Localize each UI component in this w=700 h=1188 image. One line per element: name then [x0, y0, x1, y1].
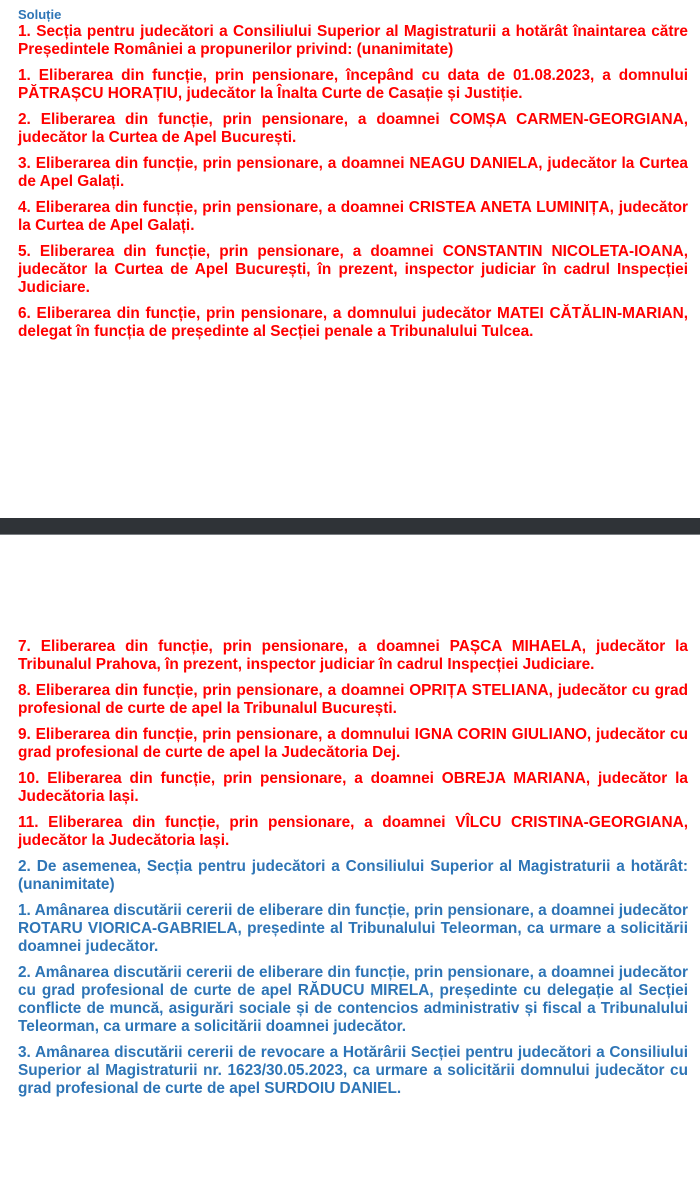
- proposal-item: 8. Eliberarea din funcție, prin pensionare, a doamnei OPRIȚA STELIANA, judecător cu grad profesional de curte de apel la Tribunalul București.: [18, 682, 688, 717]
- part2-intro: 2. De asemenea, Secția pentru judecători a Consiliului Superior al Magistraturii a hotărât: (unanimitate): [18, 858, 688, 893]
- proposal-item: 9. Eliberarea din funcție, prin pensionare, a domnului IGNA CORIN GIULIANO, judecător cu grad profesional de curte de apel la Judecătoria Dej.: [18, 726, 688, 761]
- section-heading: Soluție: [18, 7, 62, 22]
- page-separator: [0, 518, 700, 534]
- part1-intro: 1. Secția pentru judecători a Consiliului Superior al Magistraturii a hotărât înaintarea către Președintele României a propunerilor privind: (unanimitate): [18, 23, 688, 58]
- proposal-item: 4. Eliberarea din funcție, prin pensionare, a doamnei CRISTEA ANETA LUMINIȚA, judecător la Curtea de Apel Galați.: [18, 199, 688, 234]
- proposal-item: 1. Eliberarea din funcție, prin pensionare, începând cu data de 01.08.2023, a domnului PĂTRAȘCU HORAȚIU, judecător la Înalta Curte de Casație și Justiție.: [18, 67, 688, 102]
- document-page-2: [0, 535, 700, 1188]
- document-page-1: [0, 0, 700, 518]
- page-1-content: [18, 7, 688, 349]
- page-2-content: [18, 638, 688, 1106]
- proposal-item: 3. Eliberarea din funcție, prin pensionare, a doamnei NEAGU DANIELA, judecător la Curtea de Apel Galați.: [18, 155, 688, 190]
- proposal-item: 6. Eliberarea din funcție, prin pensionare, a domnului judecător MATEI CĂTĂLIN-MARIAN, delegat în funcția de președinte al Secției penale a Tribunalului Tulcea.: [18, 305, 688, 340]
- proposal-item: 11. Eliberarea din funcție, prin pensionare, a doamnei VÎLCU CRISTINA-GEORGIANA, judecător la Judecătoria Iași.: [18, 814, 688, 849]
- proposal-item: 5. Eliberarea din funcție, prin pensionare, a doamnei CONSTANTIN NICOLETA-IOANA, judecător la Curtea de Apel București, în prezent, inspector judiciar în cadrul Inspecției Judiciare.: [18, 243, 688, 296]
- postponement-item: 2. Amânarea discutării cererii de eliberare din funcție, prin pensionare, a doamnei judecător cu grad profesional de curte de apel RĂDUCU MIRELA, președinte cu delegație al Secției conflicte de muncă, asigurări sociale și de contencios administrativ și fiscal a Tribunalului Teleorman, ca urmare a solicitării doamnei judecător.: [18, 964, 688, 1035]
- proposal-item: 7. Eliberarea din funcție, prin pensionare, a doamnei PAȘCA MIHAELA, judecător la Tribunalul Prahova, în prezent, inspector judiciar în cadrul Inspecției Judiciare.: [18, 638, 688, 673]
- proposal-item: 10. Eliberarea din funcție, prin pensionare, a doamnei OBREJA MARIANA, judecător la Judecătoria Iași.: [18, 770, 688, 805]
- proposal-item: 2. Eliberarea din funcție, prin pensionare, a doamnei COMȘA CARMEN-GEORGIANA, judecător la Curtea de Apel București.: [18, 111, 688, 146]
- postponement-item: 1. Amânarea discutării cererii de eliberare din funcție, prin pensionare, a doamnei judecător ROTARU VIORICA-GABRIELA, președinte al Tribunalului Teleorman, ca urmare a solicitării doamnei judecător.: [18, 902, 688, 955]
- postponement-item: 3. Amânarea discutării cererii de revocare a Hotărârii Secției pentru judecători a Consiliului Superior al Magistraturii nr. 1623/30.05.2023, ca urmare a solicitării domnului judecător cu grad profesional de curte de apel SURDOIU DANIEL.: [18, 1044, 688, 1097]
